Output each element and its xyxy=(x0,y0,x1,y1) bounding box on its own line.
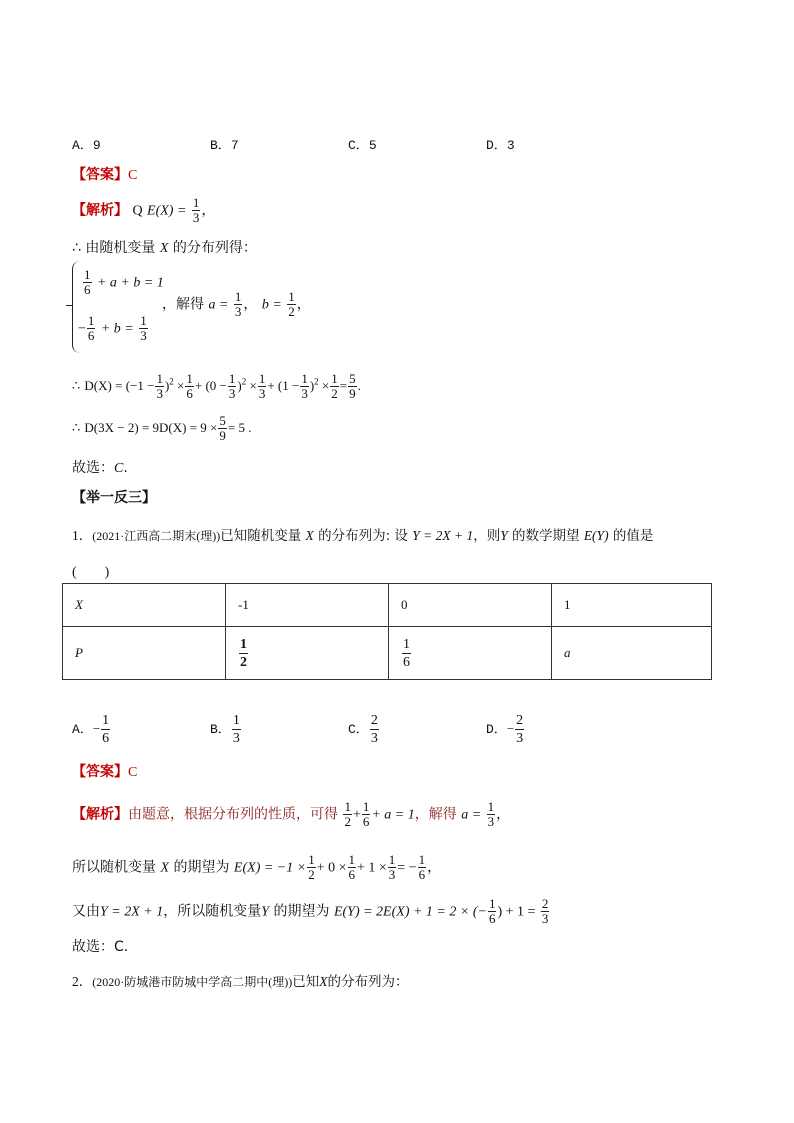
table-cell: P xyxy=(63,627,226,680)
table-row xyxy=(63,627,712,680)
table-cell: $\frac{1}{2}$ xyxy=(226,627,389,680)
table-cell: X xyxy=(63,584,226,627)
table-cell: $\frac{1}{6}$ xyxy=(389,627,552,680)
q1-ex-line: 所以随机变量 X 的期望为 E(X) = −1 × $\frac{1}{2}$ + 0 × $\frac{1}{6}$ + 1 × $\frac{1}{3}$ = − $\frac{1}{6}$ ， xyxy=(72,852,442,882)
left-brace-tip xyxy=(66,305,73,306)
option-c[interactable]: C．5 xyxy=(348,138,377,153)
prev-choose: 故选：C. xyxy=(72,460,128,476)
table-cell: 1 xyxy=(552,584,712,627)
q1-option-d[interactable]: D．− $\frac{2}{3}$ xyxy=(486,713,524,746)
option-d[interactable]: D．3 xyxy=(486,138,515,153)
table-cell: 0 xyxy=(389,584,552,627)
option-b[interactable]: B．7 xyxy=(210,138,239,153)
answer-value: C xyxy=(128,765,138,780)
q1-option-b[interactable]: B． $\frac{1}{3}$ xyxy=(210,713,240,746)
analysis-label: 【解析】 xyxy=(72,202,128,219)
prev-analysis-line2: ∴ 由随机变量 X 的分布列得： xyxy=(72,240,257,256)
prev-analysis-line1: 【解析】 Q E(X) = $\frac{1}{3}$ ， xyxy=(72,195,216,225)
distribution-table xyxy=(62,583,712,680)
answer-label: 【答案】 xyxy=(72,167,128,183)
variance-line: ∴ D(X) = (−1 − $\frac{1}{3}$ )$^2$ × $\frac{1}{6}$ + (0 − $\frac{1}{3}$ )$^2$ × $\frac{1}{3}$ + (1 − $\frac{1}{3}$ )$^2$ × $\frac{1}{2}$ = $\frac{5}{9}$ . xyxy=(72,371,361,401)
table-cell: -1 xyxy=(226,584,389,627)
prev-answer xyxy=(72,164,137,184)
q1-answer xyxy=(72,761,137,781)
q1-stem: 1．(2021·江西高二期末(理))已知随机变量 X 的分布列为: 设 Y = 2X + 1，则Y 的数学期望 E(Y) 的值是 xyxy=(72,528,654,544)
q1-choose: 故选：C. xyxy=(72,939,129,955)
q1-option-c[interactable]: C． $\frac{2}{3}$ xyxy=(348,713,378,746)
equation-2: − $\frac{1}{6}$ + b = $\frac{1}{3}$ xyxy=(78,313,147,343)
table-row xyxy=(63,584,712,627)
option-a[interactable]: A．9 xyxy=(72,138,101,153)
answer-label: 【答案】 xyxy=(72,764,128,780)
q1-paren: ( ) xyxy=(72,565,110,580)
table-cell: a xyxy=(552,627,712,680)
answer-value: C xyxy=(128,168,138,183)
q1-ey-line: 又由Y = 2X + 1，所以随机变量Y 的期望为 E(Y) = 2E(X) + 1 = 2 × (− $\frac{1}{6}$ ) + 1 = $\frac{2}{3}$ xyxy=(72,896,549,926)
solve-line: ，解得 a = $\frac{1}{3}$ ， b = $\frac{1}{2}$ ， xyxy=(162,289,311,319)
q1-analysis-line1: 【解析】由题意，根据分布列的性质，可得 $\frac{1}{2}$ + $\frac{1}{6}$ + a = 1，解得 a = $\frac{1}{3}$ ， xyxy=(72,799,511,829)
fraction: $\frac{1}{3}$ xyxy=(192,195,200,225)
q2-stem: 2．(2020·防城港市防城中学高二期中(理))已知X的分布列为： xyxy=(72,974,409,990)
d3x-line: ∴ D(3X − 2) = 9D(X) = 9 × $\frac{5}{9}$ = 5 . xyxy=(72,413,252,443)
q1-option-a[interactable]: A．− $\frac{1}{6}$ xyxy=(72,713,110,746)
analysis-label: 【解析】 xyxy=(72,806,128,823)
section-title: 【举一反三】 xyxy=(72,490,156,506)
equation-1: $\frac{1}{6}$ + a + b = 1 xyxy=(84,267,164,297)
